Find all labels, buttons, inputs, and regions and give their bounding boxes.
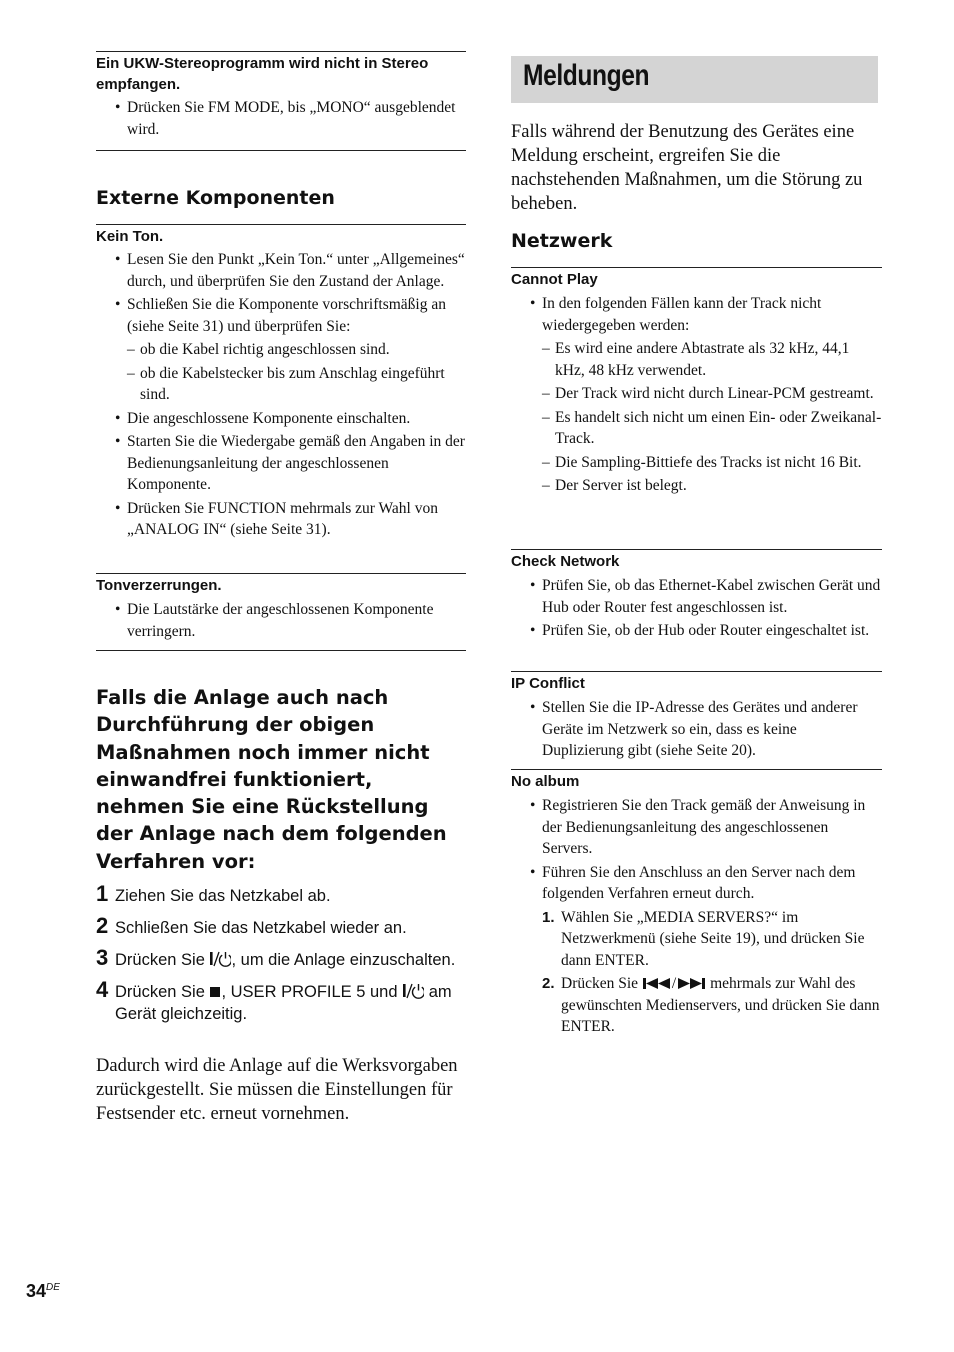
sub-step: 2. Drücken Sie / mehrmals zur Wahl des gewünschten Medienservers, und drücken Sie dann ENTER. bbox=[542, 975, 880, 1035]
ukw-list bbox=[96, 97, 466, 140]
ukw-title: Ein UKW-Stereoprogramm wird nicht in Stereo empfangen. bbox=[96, 55, 429, 93]
list-item: • Drücken Sie FM MODE, bis „MONO“ ausgeblendet wird. bbox=[115, 99, 456, 138]
intro-paragraph: Falls während der Benutzung des Gerätes eine Meldung erscheint, ergreifen Sie die nachstehenden Maßnahmen, um die Störung zu beheben. bbox=[511, 122, 863, 214]
rule bbox=[511, 549, 882, 550]
rule bbox=[96, 224, 466, 225]
dash-list bbox=[542, 338, 882, 497]
reset-closing: Dadurch wird die Anlage auf die Werksvorgaben zurückgestellt. Sie müssen die Einstellungen für Festsender etc. erneut vornehmen. bbox=[96, 1056, 458, 1124]
ip-conflict-title: IP Conflict bbox=[511, 675, 585, 692]
no-album-title: No album bbox=[511, 773, 580, 790]
cannot-play-title: Cannot Play bbox=[511, 271, 598, 288]
ip-conflict-list bbox=[511, 697, 882, 762]
rule bbox=[511, 671, 882, 672]
kein-ton-title: Kein Ton. bbox=[96, 228, 164, 245]
dash-item: – Der Track wird nicht durch Linear-PCM gestreamt. bbox=[542, 385, 874, 402]
step: 4 Drücken Sie , USER PROFILE 5 und am Gerät gleichzeitig. bbox=[96, 977, 452, 1023]
list-item: • Registrieren Sie den Track gemäß der Anweisung in der Bedienungsanleitung des angeschlossenen Servers. bbox=[530, 797, 866, 857]
list-item: • Schließen Sie die Komponente vorschriftsmäßig an (siehe Seite 31) und überprüfen Sie: – ob die Kabel richtig angeschlossen sind. – ob die Kabelstecker bis zum Anschlag eingeführt sind. bbox=[96, 294, 466, 406]
list-item: • Lesen Sie den Punkt „Kein Ton.“ unter „Allgemeines“ durch, und überprüfen Sie den Zustand der Anlage. bbox=[115, 251, 465, 290]
section-heading-netzwerk: Netzwerk bbox=[511, 230, 613, 252]
power-icon bbox=[209, 951, 231, 967]
list-item: • Stellen Sie die IP-Adresse des Gerätes und anderer Geräte im Netzwerk so ein, dass es keine Duplizierung gibt (siehe Seite 20). bbox=[530, 699, 858, 759]
list-item: • In den folgenden Fällen kann der Track nicht wiedergegeben werden: – Es wird eine andere Abtastrate als 32 kHz, 44,1 kHz, 48 kHz verwendet. – Der Track wird nicht durch Linear-PCM gestreamt. – Es handelt sich nicht um einen Ein- oder Zweikanal-Track. – Die Sampling-Bittiefe des Tracks ist nicht 16 Bit. – Der Server ist belegt. bbox=[511, 293, 882, 497]
previous-track-icon bbox=[642, 977, 672, 990]
kein-ton-list bbox=[96, 249, 466, 543]
step: 1 Ziehen Sie das Netzkabel ab. bbox=[96, 881, 331, 906]
section-banner bbox=[511, 56, 878, 103]
rule bbox=[96, 51, 466, 52]
dash-list bbox=[127, 339, 466, 406]
dash-item: – ob die Kabel richtig angeschlossen sind. bbox=[127, 341, 390, 358]
next-track-icon bbox=[676, 977, 706, 990]
dash-item: – Es handelt sich nicht um einen Ein- oder Zweikanal-Track. bbox=[542, 408, 882, 447]
list-item: • Führen Sie den Anschluss an den Server nach dem folgenden Verfahren erneut durch. 1. Wählen Sie „MEDIA SERVERS?“ im Netzwerkmenü (siehe Seite 19), und drücken Sie dann ENTER. 2. Drücken Sie / mehrmals zur Wahl des gewünschten Medienservers, und drücken Sie dann ENTER. bbox=[511, 862, 882, 1038]
check-network-list bbox=[511, 575, 882, 644]
rule bbox=[511, 267, 882, 268]
cannot-play-list bbox=[511, 293, 882, 499]
rule bbox=[96, 573, 466, 574]
list-item: • Die angeschlossene Komponente einschalten. bbox=[115, 409, 411, 427]
page-number: 34DE bbox=[26, 1281, 60, 1301]
step: 2 Schließen Sie das Netzkabel wieder an. bbox=[96, 913, 407, 938]
dash-item: – ob die Kabelstecker bis zum Anschlag eingeführt sind. bbox=[127, 364, 445, 403]
reset-steps bbox=[96, 881, 466, 1035]
rule bbox=[96, 150, 466, 151]
rule bbox=[511, 769, 882, 770]
sub-steps bbox=[542, 907, 882, 1038]
dash-item: – Der Server ist belegt. bbox=[542, 477, 687, 494]
stop-icon bbox=[209, 985, 221, 999]
no-album-list bbox=[511, 795, 882, 1040]
reset-heading: Falls die Anlage auch nach Durchführung der obigen Maßnahmen noch immer nicht einwandfrei funktioniert, nehmen Sie eine Rückstellung der Anlage nach dem folgenden Verfahren vor: bbox=[96, 686, 447, 873]
sub-step: 1. Wählen Sie „MEDIA SERVERS?“ im Netzwerkmenü (siehe Seite 19), und drücken Sie dann ENTER. bbox=[542, 908, 865, 969]
tonverzerrungen-title: Tonverzerrungen. bbox=[96, 577, 222, 594]
dash-item: – Die Sampling-Bittiefe des Tracks ist nicht 16 Bit. bbox=[542, 453, 862, 471]
tonverzerrungen-list bbox=[96, 599, 466, 642]
list-item: • Die Lautstärke der angeschlossenen Komponente verringern. bbox=[115, 601, 434, 640]
power-icon bbox=[402, 983, 424, 999]
section-heading-externe: Externe Komponenten bbox=[96, 187, 335, 209]
check-network-title: Check Network bbox=[511, 553, 620, 570]
list-item: • Starten Sie die Wiedergabe gemäß den Angaben in der Bedienungsanleitung der angeschlossenen Komponente. bbox=[115, 433, 465, 493]
banner-title: Meldungen bbox=[523, 59, 650, 92]
rule bbox=[96, 650, 466, 651]
list-item: • Drücken Sie FUNCTION mehrmals zur Wahl von „ANALOG IN“ (siehe Seite 31). bbox=[115, 499, 438, 538]
dash-item: – Es wird eine andere Abtastrate als 32 kHz, 44,1 kHz, 48 kHz verwendet. bbox=[542, 340, 850, 379]
list-item: • Prüfen Sie, ob das Ethernet-Kabel zwischen Gerät und Hub oder Router fest angeschlossen ist. bbox=[530, 577, 881, 616]
step: 3 Drücken Sie , um die Anlage einzuschalten. bbox=[96, 945, 456, 970]
list-item: • Prüfen Sie, ob der Hub oder Router eingeschaltet ist. bbox=[530, 622, 870, 639]
